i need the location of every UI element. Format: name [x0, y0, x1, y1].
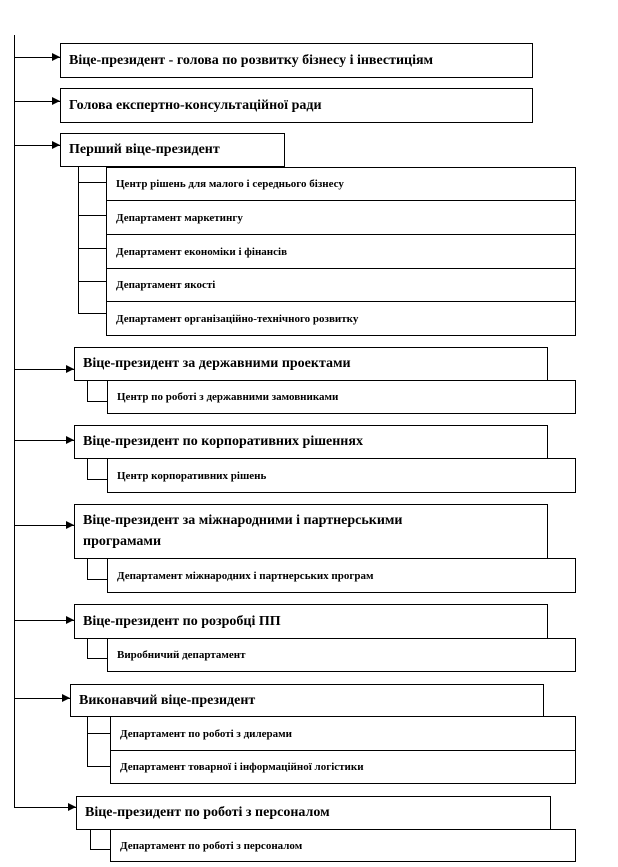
node-org-tech-dept: Департамент організаційно-технічного розвитку: [106, 301, 576, 336]
node-executive-vp: Виконавчий віце-президент: [70, 684, 544, 717]
trunk-line: [14, 35, 15, 807]
tick-international-dept: [87, 579, 107, 580]
node-vp-international: Віце-президент за міжнародними і партнерськими програмами: [74, 504, 548, 559]
arrow-expert-council-head: [52, 97, 60, 105]
branch-vp-state: [87, 380, 88, 402]
node-first-vp: Перший віце-президент: [60, 133, 285, 167]
node-dealers-dept: Департамент по роботі з дилерами: [110, 716, 576, 751]
connector-vp-software: [14, 620, 74, 621]
node-marketing-dept: Департамент маркетингу: [106, 200, 576, 235]
tick-dealers-dept: [87, 733, 110, 734]
node-state-customers-center: Центр по роботі з державними замовниками: [107, 380, 576, 414]
arrow-vp-software: [66, 616, 74, 624]
tick-corporate-center: [87, 479, 107, 480]
node-vp-state: Віце-президент за державними проектами: [74, 347, 548, 381]
branch-first-vp: [78, 166, 79, 313]
branch-vp-hr: [90, 829, 91, 850]
node-production-dept: Виробничий департамент: [107, 638, 576, 672]
branch-vp-international: [87, 558, 88, 580]
node-corporate-center: Центр корпоративних рішень: [107, 458, 576, 493]
connector-vp-hr: [14, 807, 76, 808]
tick-logistics-dept: [87, 766, 110, 767]
tick-quality-dept: [78, 281, 106, 282]
node-expert-council-head: Голова експертно-консультаційної ради: [60, 88, 533, 123]
arrow-first-vp: [52, 141, 60, 149]
node-logistics-dept: Департамент товарної і інформаційної логістики: [110, 750, 576, 784]
connector-vp-international: [14, 525, 74, 526]
branch-executive-vp: [87, 714, 88, 766]
connector-vp-corporate: [14, 440, 74, 441]
node-vp-software: Віце-президент по розробці ПП: [74, 604, 548, 639]
node-vp-corporate: Віце-президент по корпоративних рішеннях: [74, 425, 548, 459]
tick-economics-finance-dept: [78, 248, 106, 249]
branch-vp-corporate: [87, 458, 88, 480]
arrow-vp-international: [66, 521, 74, 529]
arrow-vp-business: [52, 53, 60, 61]
node-economics-finance-dept: Департамент економіки і фінансів: [106, 234, 576, 269]
tick-state-customers-center: [87, 401, 107, 402]
tick-org-tech-dept: [78, 313, 106, 314]
node-small-medium-center: Центр рішень для малого і середнього бізнесу: [106, 167, 576, 201]
node-vp-business: Віце-президент - голова по розвитку бізнесу і інвестиціям: [60, 43, 533, 78]
tick-hr-dept: [90, 849, 110, 850]
tick-marketing-dept: [78, 215, 106, 216]
tick-production-dept: [87, 658, 107, 659]
arrow-vp-state: [66, 365, 74, 373]
arrow-vp-corporate: [66, 436, 74, 444]
node-hr-dept: Департамент по роботі з персоналом: [110, 829, 576, 862]
node-international-dept: Департамент міжнародних і партнерських програм: [107, 558, 576, 593]
node-quality-dept: Департамент якості: [106, 268, 576, 302]
arrow-executive-vp: [62, 694, 70, 702]
branch-vp-software: [87, 638, 88, 659]
tick-small-medium-center: [78, 182, 106, 183]
connector-vp-state: [14, 369, 74, 370]
arrow-vp-hr: [68, 803, 76, 811]
node-vp-hr: Віце-президент по роботі з персоналом: [76, 796, 551, 830]
